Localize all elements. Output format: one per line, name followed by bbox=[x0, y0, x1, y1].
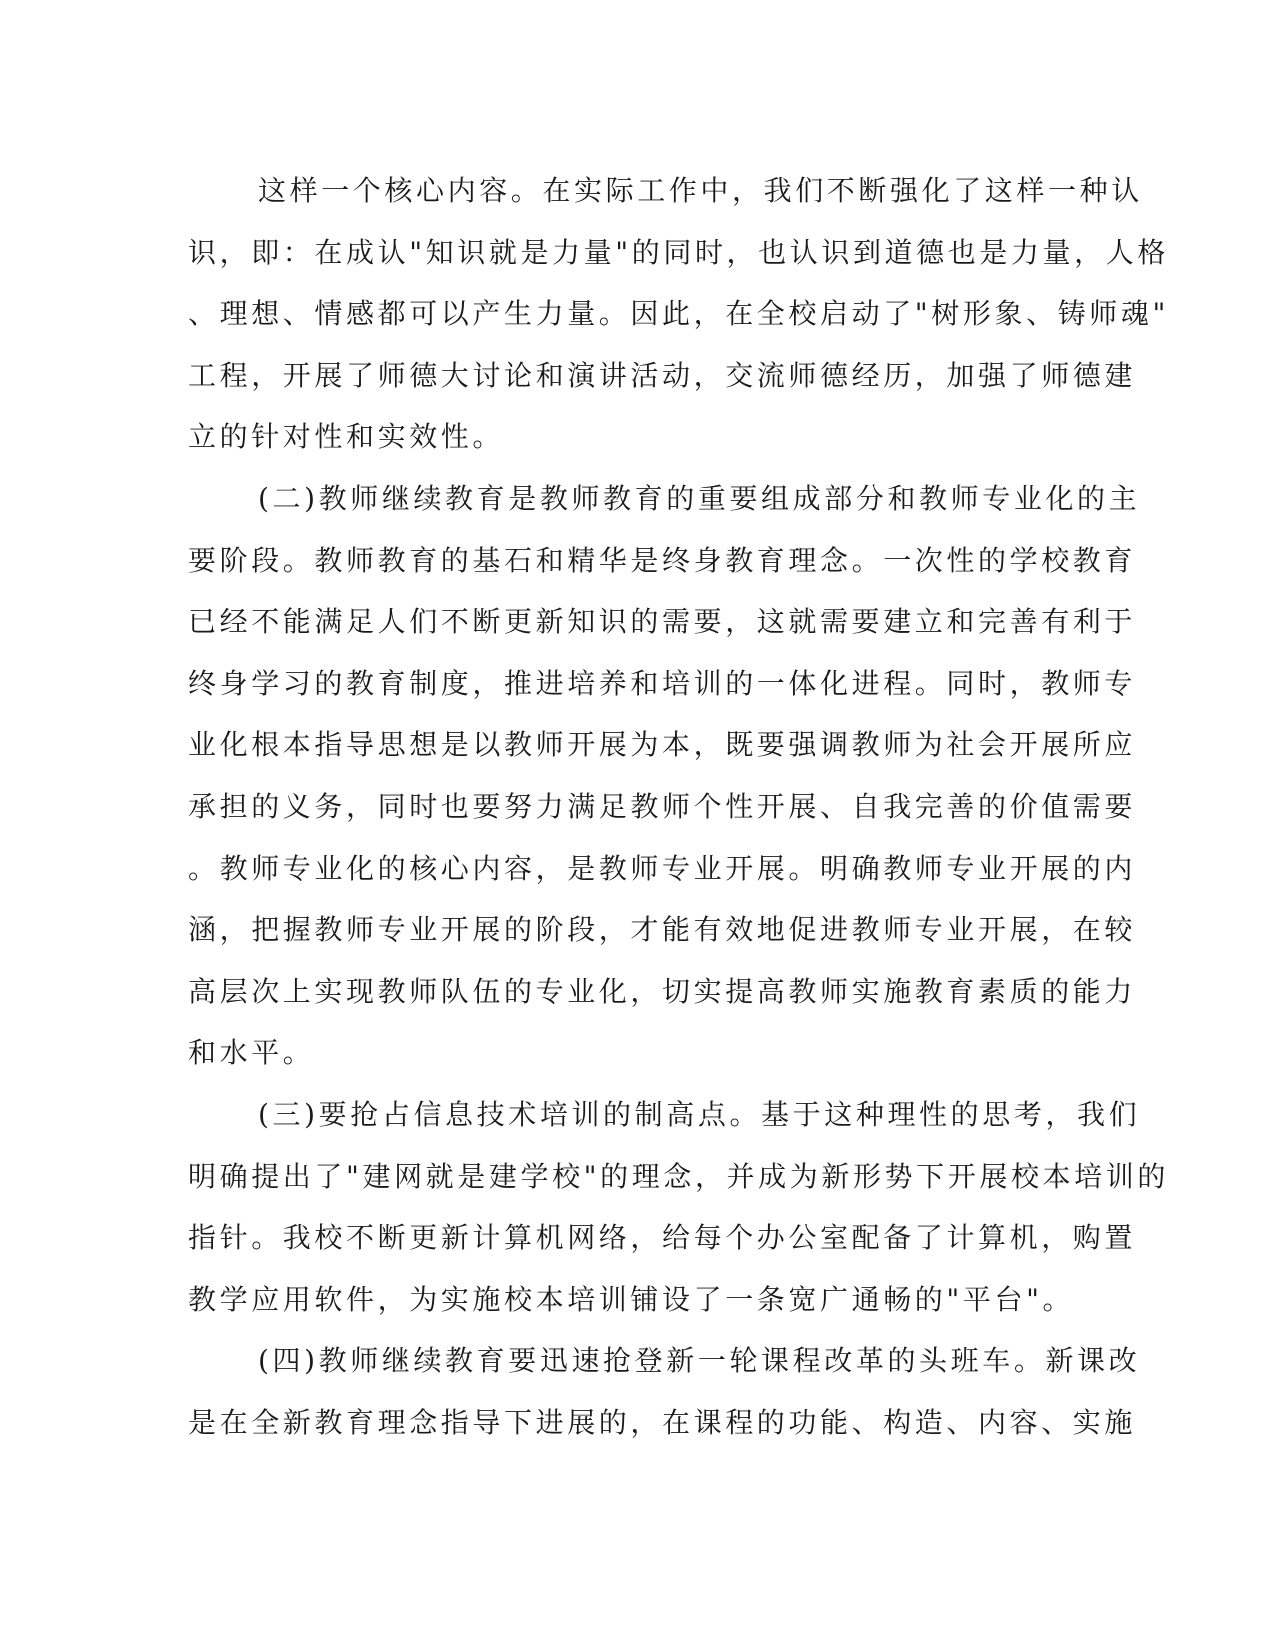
text-line: 这样一个核心内容。在实际工作中，我们不断强化了这样一种认 bbox=[258, 174, 1143, 207]
paragraph-2 bbox=[188, 468, 1141, 1084]
text-line: 业化根本指导思想是以教师开展为本，既要强调教师为社会开展所应 bbox=[188, 728, 1137, 762]
text-line: (二)教师继续教育是教师教育的重要组成部分和教师专业化的主 bbox=[258, 481, 1141, 515]
text-line: (四)教师继续教育要迅速抢登新一轮课程改革的头班车。新课改 bbox=[258, 1344, 1141, 1378]
text-line: 要阶段。教师教育的基石和精华是终身教育理念。一次性的学校教育 bbox=[188, 543, 1137, 577]
text-line: 明确提出了"建网就是建学校"的理念，并成为新形势下开展校本培训的 bbox=[188, 1159, 1169, 1193]
text-line: 识，即：在成认"知识就是力量"的同时，也认识到道德也是力量，人格 bbox=[188, 235, 1169, 269]
document-body bbox=[188, 160, 1169, 1453]
text-line: 涵，把握教师专业开展的阶段，才能有效地促进教师专业开展，在较 bbox=[188, 913, 1137, 947]
text-line: 工程，开展了师德大讨论和演讲活动，交流师德经历，加强了师德建 bbox=[188, 358, 1137, 392]
text-line: 终身学习的教育制度，推进培养和培训的一体化进程。同时，教师专 bbox=[188, 666, 1137, 700]
paragraph-3 bbox=[188, 1084, 1169, 1330]
text-line: (三)要抢占信息技术培训的制高点。基于这种理性的思考，我们 bbox=[258, 1097, 1141, 1131]
paragraph-4 bbox=[188, 1330, 1141, 1453]
text-line: 教学应用软件，为实施校本培训铺设了一条宽广通畅的"平台"。 bbox=[188, 1282, 1075, 1316]
text-line: 已经不能满足人们不断更新知识的需要，这就需要建立和完善有利于 bbox=[188, 605, 1137, 639]
paragraph-1 bbox=[188, 160, 1169, 468]
text-line: 承担的义务，同时也要努力满足教师个性开展、自我完善的价值需要 bbox=[188, 789, 1137, 823]
text-line: 、理想、情感都可以产生力量。因此，在全校启动了"树形象、铸师魂" bbox=[188, 297, 1169, 331]
text-line: 高层次上实现教师队伍的专业化，切实提高教师实施教育素质的能力 bbox=[188, 974, 1137, 1008]
text-line: 指针。我校不断更新计算机网络，给每个办公室配备了计算机，购置 bbox=[188, 1221, 1137, 1255]
text-line: 是在全新教育理念指导下进展的，在课程的功能、构造、内容、实施 bbox=[188, 1405, 1137, 1439]
text-line: 。教师专业化的核心内容，是教师专业开展。明确教师专业开展的内 bbox=[188, 851, 1137, 885]
text-line: 和水平。 bbox=[188, 1036, 315, 1070]
text-line: 立的针对性和实效性。 bbox=[188, 420, 505, 454]
